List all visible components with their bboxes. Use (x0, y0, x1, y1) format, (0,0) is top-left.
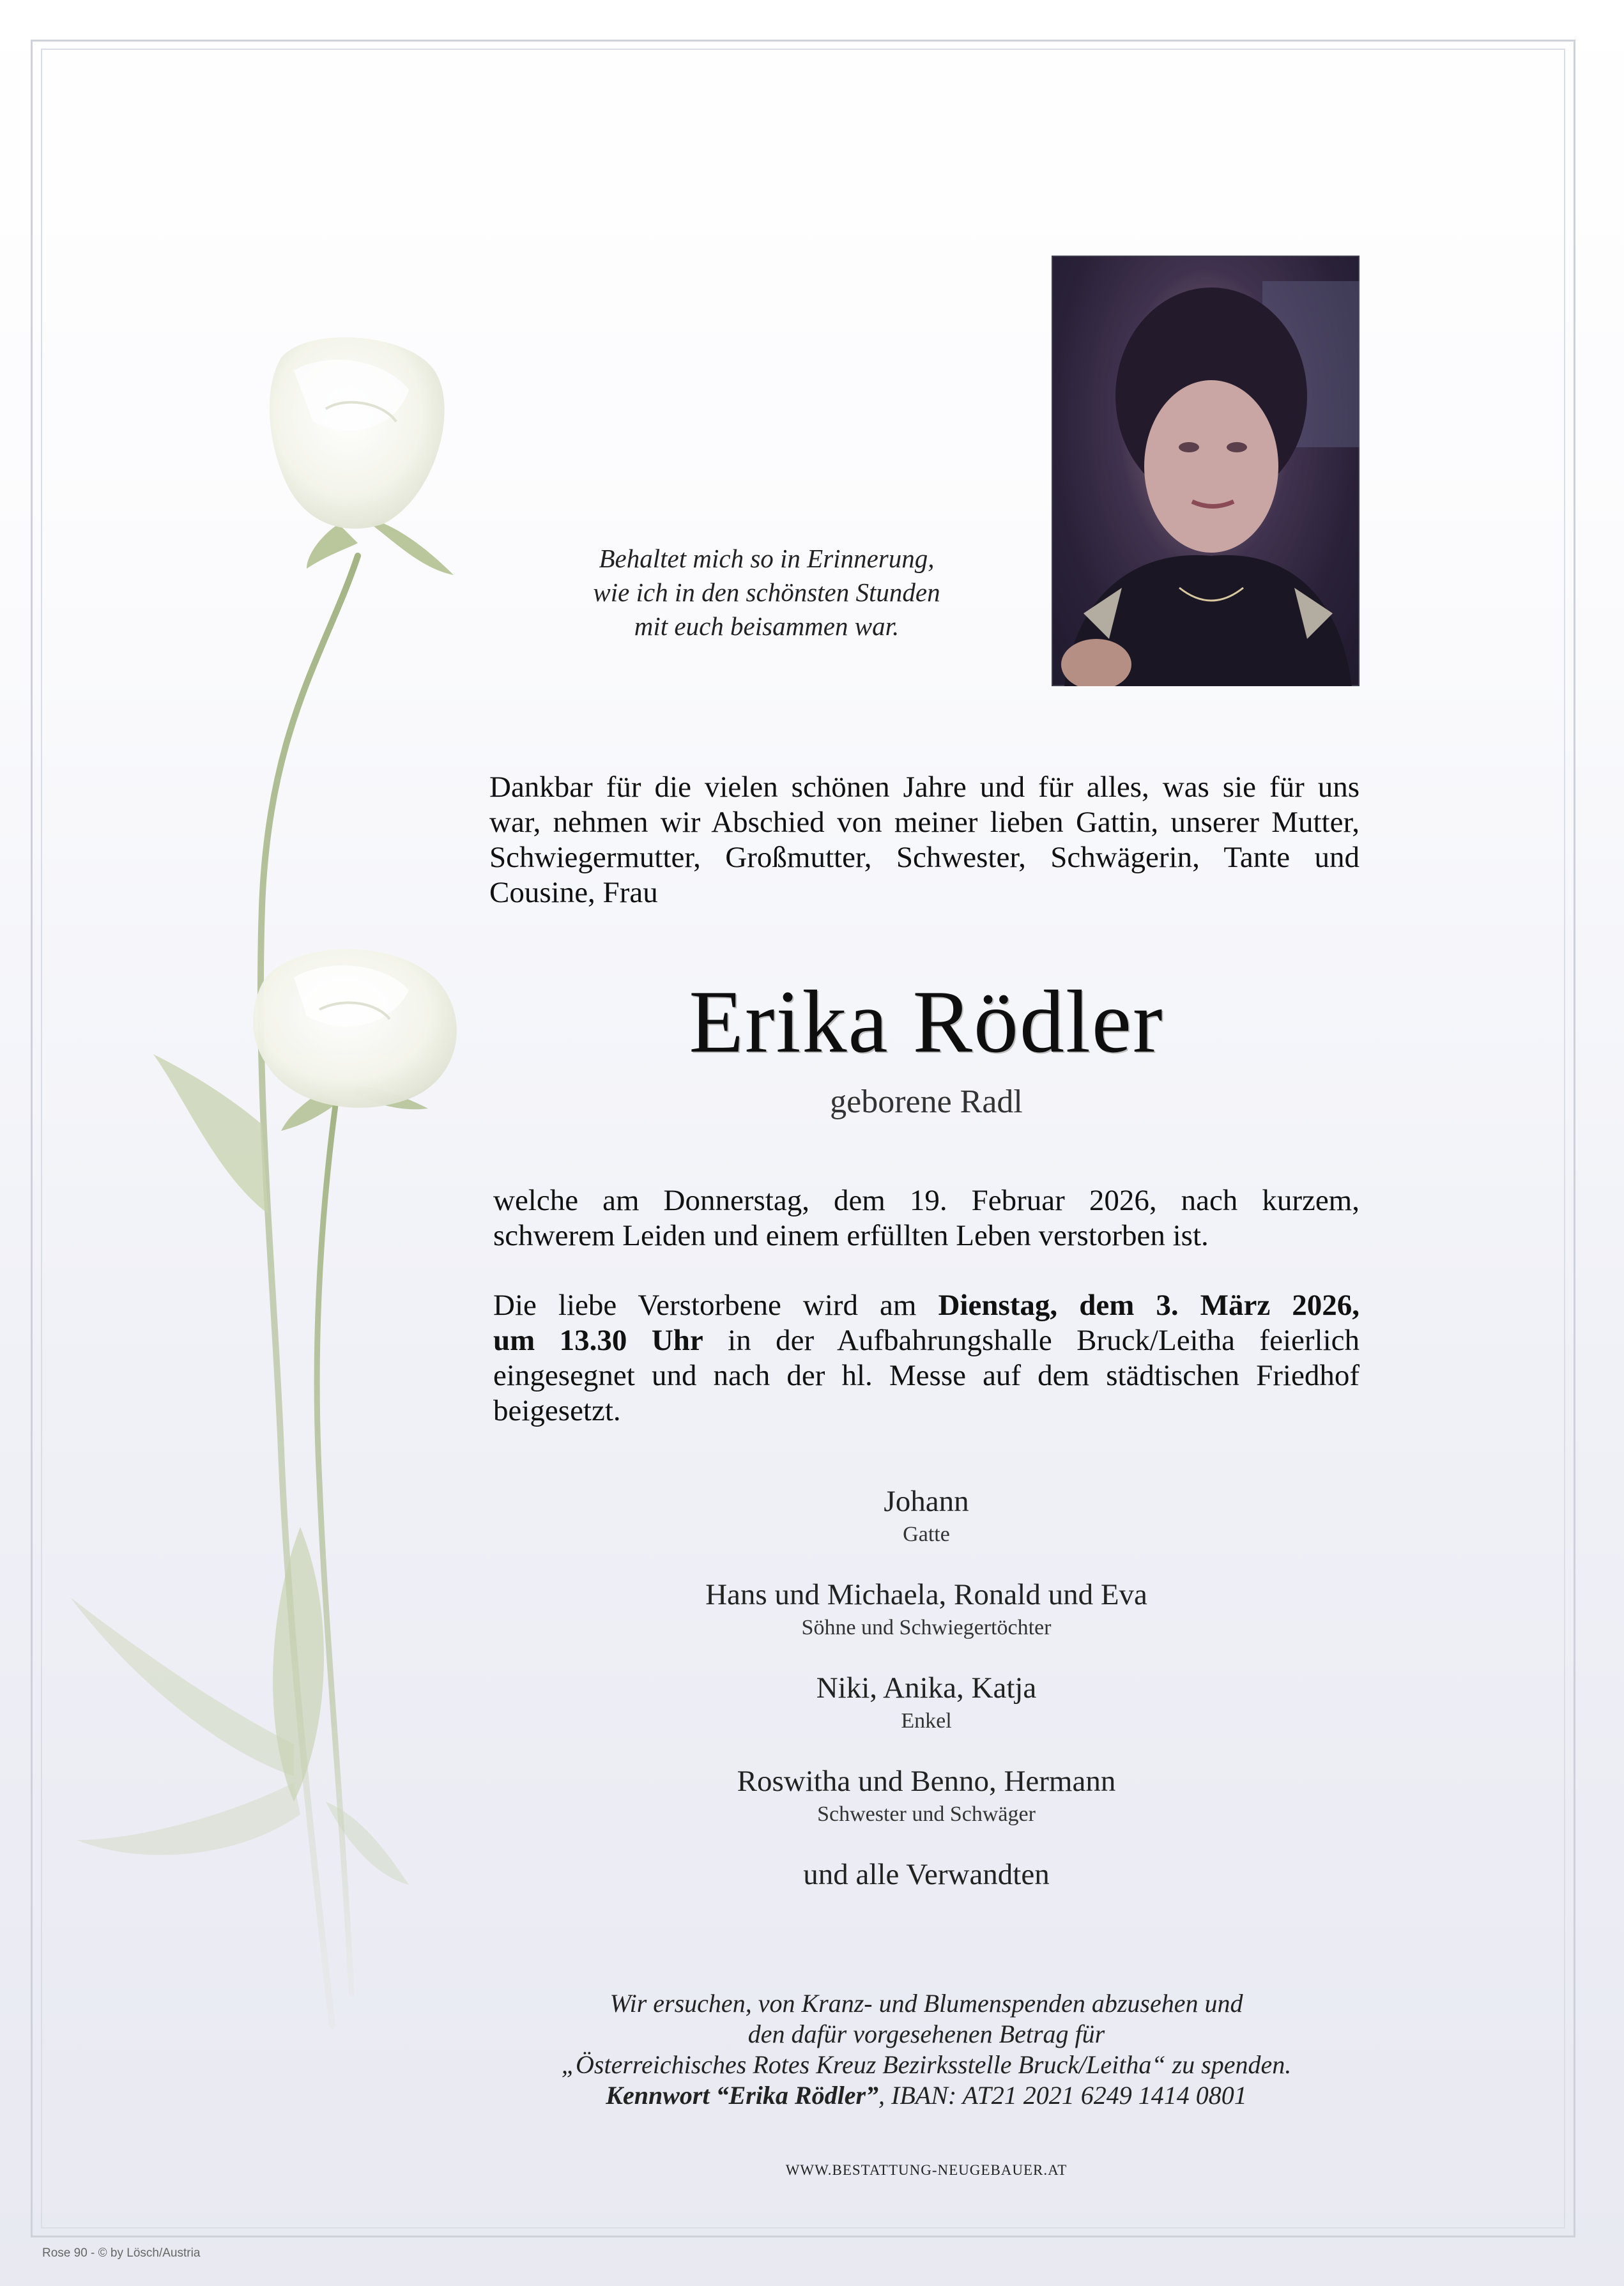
portrait-photo (1052, 256, 1360, 686)
mourner-names: Roswitha und Benno, Hermann (737, 1765, 1116, 1798)
funeral-paragraph (493, 1288, 1360, 1429)
appeal-line: „Österreichisches Rotes Kreuz Bezirksstelle Bruck/Leitha“ zu spenden. (561, 2050, 1292, 2079)
mourner-relation: Söhne und Schwiegertöchter (801, 1616, 1052, 1639)
funeral-prefix: Die liebe Verstorbene wird am (493, 1289, 938, 1322)
rose-bloom-top (270, 337, 445, 529)
mourner-group (575, 1669, 1278, 1735)
memorial-quote (511, 542, 1022, 643)
mourner-relation: Schwester und Schwäger (817, 1802, 1036, 1826)
appeal-line: den dafür vorgesehenen Betrag für (747, 2020, 1105, 2048)
funeral-location: in der Aufbahrungshalle Bruck/Leitha feierlich (703, 1324, 1360, 1357)
quote-line: mit euch beisammen war. (634, 611, 900, 641)
mourner-group (575, 1576, 1278, 1642)
donation-appeal (511, 1988, 1342, 2111)
donation-keyword: Kennwort “Erika Rödler” (606, 2081, 879, 2110)
intro-line: war, nehmen wir Abschied von meiner lieben Gattin, unserer Mutter, (489, 806, 1360, 839)
maiden-name: geborene Radl (830, 1084, 1023, 1120)
relatives-line: und alle Verwandten (803, 1858, 1050, 1891)
funeral-line (493, 1323, 1360, 1358)
appeal-line: Wir ersuchen, von Kranz- und Blumenspenden abzusehen und (609, 1989, 1243, 2018)
quote-line: wie ich in den schönsten Stunden (593, 578, 940, 607)
appeal-line (511, 2080, 1342, 2111)
funeral-line: beigesetzt. (493, 1394, 621, 1427)
death-notice-line: welche am Donnerstag, dem 19. Februar 2026, nach kurzem, (493, 1184, 1360, 1217)
portrait-figure-illustration (1052, 256, 1360, 686)
death-notice-line: schwerem Leiden und einem erfüllten Leben verstorben ist. (493, 1219, 1209, 1252)
deceased-name: Erika Rödler (689, 972, 1164, 1071)
intro-line: Cousine, Frau (489, 876, 658, 909)
funeral-line: eingesegnet und nach der hl. Messe auf dem städtischen Friedhof (493, 1359, 1360, 1392)
death-notice-paragraph (493, 1183, 1360, 1254)
funeral-home-website: WWW.BESTATTUNG-NEUGEBAUER.AT (785, 2162, 1068, 2178)
donation-iban: , IBAN: AT21 2021 6249 1414 0801 (878, 2081, 1247, 2110)
rose-bloom-lower (253, 949, 457, 1108)
mourner-names: Hans und Michaela, Ronald und Eva (705, 1578, 1147, 1611)
mourner-group (575, 1762, 1278, 1829)
quote-line: Behaltet mich so in Erinnerung, (599, 544, 935, 573)
mourners-list (575, 1482, 1278, 1894)
mourner-names: Johann (884, 1485, 969, 1518)
image-credit: Rose 90 - © by Lösch/Austria (42, 2246, 201, 2260)
mourner-names: Niki, Anika, Katja (816, 1671, 1037, 1705)
intro-line: Dankbar für die vielen schönen Jahre und für alles, was sie für uns (489, 771, 1360, 804)
mourner-relation: Enkel (901, 1709, 952, 1733)
intro-paragraph (489, 770, 1360, 910)
funeral-date: Dienstag, dem 3. März 2026, (938, 1289, 1360, 1322)
funeral-line (493, 1288, 1360, 1323)
white-roses-illustration (51, 332, 511, 2057)
mourner-group (575, 1482, 1278, 1549)
mourner-relation: Gatte (903, 1523, 950, 1546)
funeral-time: um 13.30 Uhr (493, 1324, 703, 1357)
intro-line: Schwiegermutter, Großmutter, Schwester, Schwägerin, Tante und (489, 841, 1360, 874)
